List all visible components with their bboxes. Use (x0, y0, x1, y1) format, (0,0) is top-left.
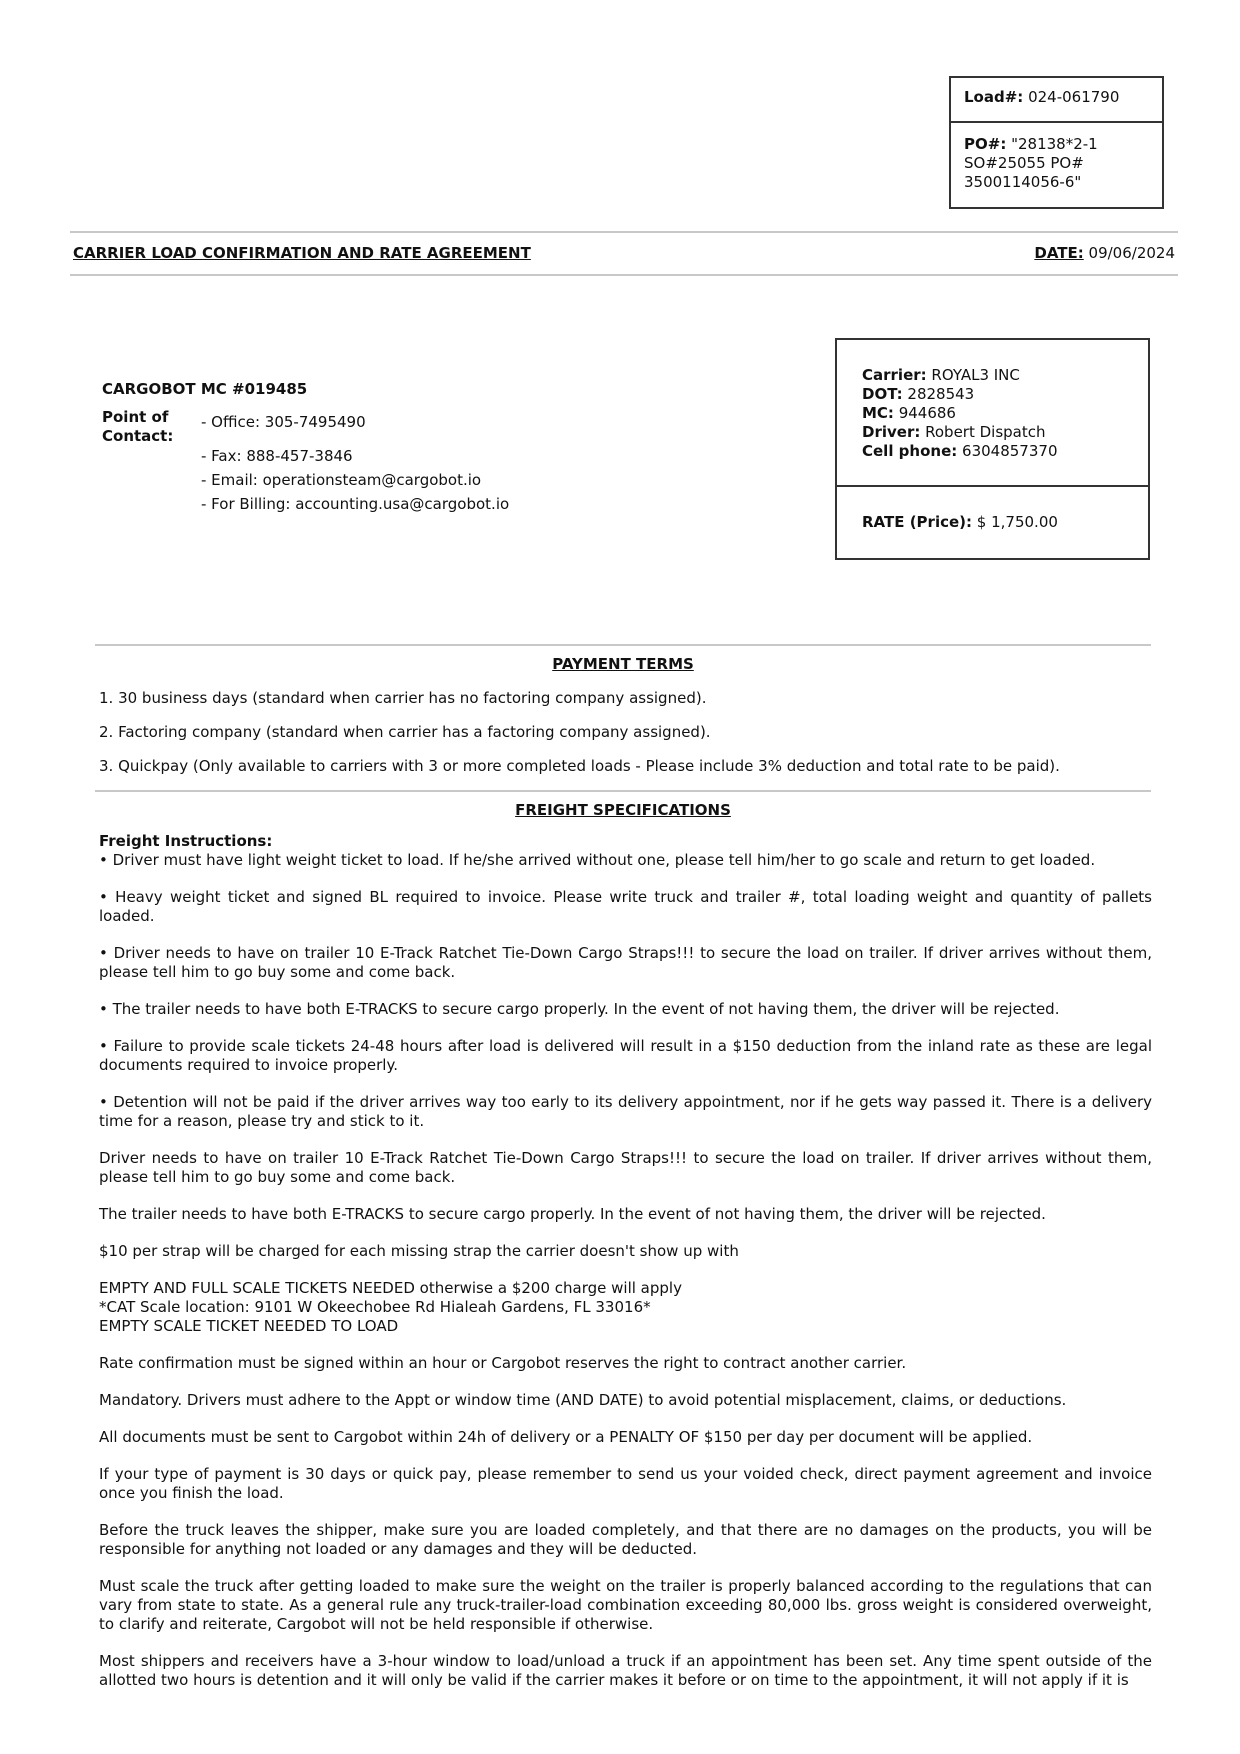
cell-phone-label: Cell phone: (862, 442, 958, 460)
instruction-item: Rate confirmation must be signed within an hour or Cargobot reserves the right to contract another carrier. (99, 1354, 907, 1372)
broker-contact (102, 380, 662, 516)
instruction-item: If your type of payment is 30 days or quick pay, please remember to send us your voided check, direct payment agreement and invoice once you finish the load. (99, 1465, 1152, 1502)
instruction-item: $10 per strap will be charged for each missing strap the carrier doesn't show up with (99, 1242, 739, 1260)
instruction-item: Mandatory. Drivers must adhere to the Appt or window time (AND DATE) to avoid potential misplacement, claims, or deductions. (99, 1391, 1067, 1409)
carrier-label: Carrier: (862, 366, 927, 384)
carrier-info-box (835, 338, 1150, 560)
payment-terms-list (99, 688, 1149, 790)
driver-value: Robert Dispatch (925, 423, 1046, 441)
instruction-item: • Driver needs to have on trailer 10 E-Track Ratchet Tie-Down Cargo Straps!!! to secure the load on trailer. If driver arrives without them, please tell him to go buy some and come back. (99, 944, 1152, 981)
po-number (951, 121, 1162, 207)
driver-label: Driver: (862, 423, 921, 441)
date-value: 09/06/2024 (1088, 244, 1175, 262)
scale-note-line: EMPTY AND FULL SCALE TICKETS NEEDED otherwise a $200 charge will apply (99, 1279, 682, 1297)
po-number-line: 3500114056-6" (964, 173, 1082, 191)
instruction-item: The trailer needs to have both E-TRACKS to secure cargo properly. In the event of not having them, the driver will be rejected. (99, 1205, 1046, 1223)
instruction-item: • Detention will not be paid if the driver arrives way too early to its delivery appointment, nor if he gets way passed it. There is a delivery time for a reason, please try and stick to it. (99, 1093, 1152, 1130)
scale-note-line: EMPTY SCALE TICKET NEEDED TO LOAD (99, 1317, 399, 1335)
payment-term-item: 1. 30 business days (standard when carrier has no factoring company assigned). (99, 689, 707, 707)
freight-instructions-label: Freight Instructions: (99, 832, 273, 850)
cell-phone-value: 6304857370 (962, 442, 1058, 460)
office-phone: - Office: 305-7495490 (201, 413, 366, 431)
carrier-details (837, 340, 1148, 485)
freight-instructions (99, 832, 1152, 1708)
instruction-item: Must scale the truck after getting loaded to make sure the weight on the trailer is properly balanced according to the regulations that can vary from state to state. As a general rule any truck-trailer-load combination exceeding 80,000 lbs. gross weight is considered overweight, to clarify and reiterate, Cargobot will not be held responsible if otherwise. (99, 1577, 1152, 1633)
freight-specifications-title: FREIGHT SPECIFICATIONS (515, 801, 731, 819)
email-address: - Email: operationsteam@cargobot.io (201, 471, 482, 489)
instruction-item: • Heavy weight ticket and signed BL required to invoice. Please write truck and trailer #, total loading weight and quantity of pallets loaded. (99, 888, 1152, 925)
poc-label (102, 408, 201, 516)
point-of-contact (102, 408, 662, 516)
rate-details (837, 485, 1148, 558)
poc-values (201, 408, 509, 516)
rate-label: RATE (Price): (862, 513, 973, 531)
instruction-item: All documents must be sent to Cargobot within 24h of delivery or a PENALTY OF $150 per day per document will be applied. (99, 1428, 1033, 1446)
scale-ticket-notes (99, 1279, 1152, 1336)
carrier-value: ROYAL3 INC (931, 366, 1020, 384)
mc-value: 944686 (898, 404, 956, 422)
divider (70, 274, 1178, 276)
broker-name: CARGOBOT MC #019485 (102, 380, 308, 398)
document-date (1034, 244, 1175, 262)
mc-label: MC: (862, 404, 894, 422)
poc-label-line: Contact: (102, 427, 174, 445)
load-number-value: 024-061790 (1028, 88, 1120, 106)
instruction-item: Driver needs to have on trailer 10 E-Track Ratchet Tie-Down Cargo Straps!!! to secure the load on trailer. If driver arrives without them, please tell him to go buy some and come back. (99, 1149, 1152, 1186)
instruction-item: Most shippers and receivers have a 3-hour window to load/unload a truck if an appointment has been set. Any time spent outside of the allotted two hours is detention and it will only be valid if the carrier makes it before or on time to the appointment, it will not apply if it is (99, 1652, 1152, 1689)
divider (70, 231, 1178, 233)
billing-email: - For Billing: accounting.usa@cargobot.io (201, 495, 510, 513)
instruction-item: • Driver must have light weight ticket to load. If he/she arrived without one, please tell him/her to go scale and return to get loaded. (99, 851, 1096, 869)
load-number-label: Load#: (964, 88, 1024, 106)
dot-value: 2828543 (907, 385, 975, 403)
fax-number: - Fax: 888-457-3846 (201, 447, 353, 465)
po-number-line: "28138*2-1 (1011, 135, 1098, 153)
dot-label: DOT: (862, 385, 903, 403)
document-title: CARRIER LOAD CONFIRMATION AND RATE AGREEMENT (73, 244, 531, 262)
po-number-label: PO#: (964, 135, 1007, 153)
load-number (951, 78, 1162, 121)
divider (95, 644, 1151, 646)
date-label: DATE: (1034, 244, 1084, 262)
payment-term-item: 3. Quickpay (Only available to carriers with 3 or more completed loads - Please include 3% deduction and total rate to be paid). (99, 757, 1060, 775)
scale-note-line: *CAT Scale location: 9101 W Okeechobee Rd Hialeah Gardens, FL 33016* (99, 1298, 651, 1316)
poc-label-line: Point of (102, 408, 169, 426)
instruction-item: • The trailer needs to have both E-TRACKS to secure cargo properly. In the event of not having them, the driver will be rejected. (99, 1000, 1060, 1018)
instruction-item: • Failure to provide scale tickets 24-48 hours after load is delivered will result in a $150 deduction from the inland rate as these are legal documents required to invoice properly. (99, 1037, 1152, 1074)
document-header (73, 244, 1175, 264)
divider (95, 790, 1151, 792)
rate-value: $ 1,750.00 (976, 513, 1058, 531)
instruction-item: Before the truck leaves the shipper, make sure you are loaded completely, and that there are no damages on the products, you will be responsible for anything not loaded or any damages and they will be deducted. (99, 1521, 1152, 1558)
po-number-line: SO#25055 PO# (964, 154, 1084, 172)
payment-term-item: 2. Factoring company (standard when carrier has a factoring company assigned). (99, 723, 711, 741)
payment-terms-title: PAYMENT TERMS (552, 655, 694, 673)
load-info-box (949, 76, 1164, 209)
